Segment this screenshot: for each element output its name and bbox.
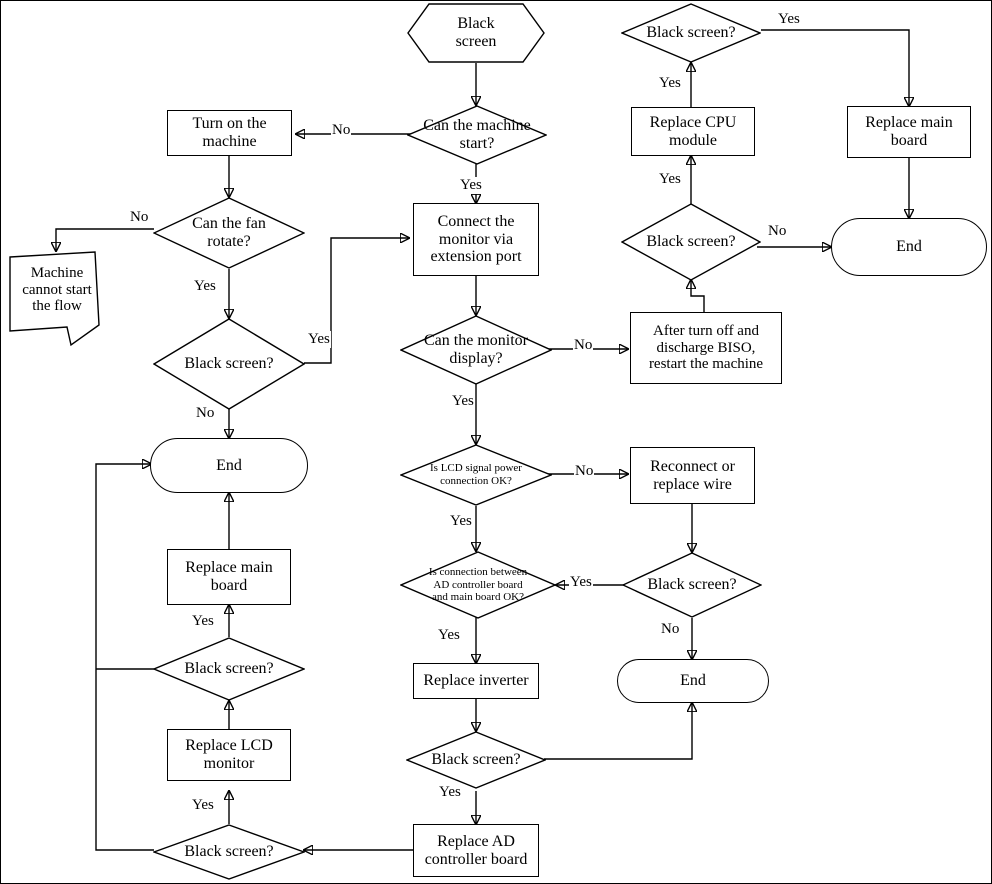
node-black-screen-lower-left-label: Black screen? bbox=[184, 660, 274, 678]
node-can-machine-start bbox=[407, 105, 547, 165]
node-connect-monitor bbox=[413, 203, 539, 276]
node-after-turn-off bbox=[630, 312, 782, 384]
node-end-mid-right bbox=[617, 659, 769, 703]
node-black-screen-left-1 bbox=[153, 318, 305, 410]
edge-label-fan-no: No bbox=[130, 209, 149, 225]
edge-label-monitor-no: No bbox=[574, 337, 593, 353]
node-replace-main-board-top-right bbox=[847, 106, 971, 158]
node-connect-monitor-label: Connect the monitor via extension port bbox=[430, 212, 522, 266]
node-black-screen-inverter bbox=[406, 731, 546, 789]
node-end-right-label: End bbox=[896, 238, 922, 256]
edge-label-bs-top-right-no: No bbox=[768, 223, 787, 239]
node-black-screen-lower-left bbox=[153, 637, 305, 701]
node-can-monitor-display bbox=[400, 315, 552, 385]
edge-label-monitor-yes: Yes bbox=[452, 393, 474, 409]
node-end-mid-right-label: End bbox=[680, 672, 706, 690]
node-black-screen-mid-right bbox=[622, 552, 762, 618]
node-black-screen-left-1-label: Black screen? bbox=[184, 355, 274, 373]
edge-label-can-start-no: No bbox=[332, 122, 351, 138]
edge-label-ad-connection-yes: Yes bbox=[438, 627, 460, 643]
node-can-fan-rotate-label: Can the fan rotate? bbox=[192, 215, 266, 250]
node-black-screen-mid-right-label: Black screen? bbox=[647, 576, 737, 594]
node-replace-cpu-module-label: Replace CPU module bbox=[649, 113, 737, 149]
node-lcd-signal-power bbox=[400, 444, 552, 506]
node-black-screen-bottom-left-label: Black screen? bbox=[184, 843, 274, 861]
edge-label-bs-left1-no: No bbox=[196, 405, 215, 421]
edge-label-bs-lower-left-yes: Yes bbox=[192, 613, 214, 629]
node-black-screen-top-far bbox=[621, 3, 761, 63]
node-reconnect-replace-wire-label: Reconnect or replace wire bbox=[650, 457, 735, 493]
node-reconnect-replace-wire bbox=[630, 447, 755, 504]
node-black-screen-top-right-label: Black screen? bbox=[646, 233, 736, 251]
node-can-machine-start-label: Can the machine start? bbox=[423, 117, 531, 152]
node-end-left bbox=[150, 438, 308, 493]
node-replace-lcd-monitor bbox=[167, 729, 291, 781]
node-replace-ad-controller-board-label: Replace AD controller board bbox=[424, 832, 528, 868]
node-can-monitor-display-label: Can the monitor display? bbox=[424, 332, 528, 367]
edge-label-can-start-yes: Yes bbox=[460, 177, 482, 193]
node-turn-on-machine-label: Turn on the machine bbox=[192, 115, 267, 150]
node-replace-ad-controller-board bbox=[413, 824, 539, 877]
node-end-left-label: End bbox=[216, 456, 242, 474]
edge-label-bs-top-far-yes-2: Yes bbox=[778, 11, 800, 27]
node-black-screen-top-right bbox=[621, 203, 761, 281]
node-machine-cannot-start bbox=[9, 251, 105, 347]
node-ad-controller-connection bbox=[400, 551, 556, 619]
edge-label-bs-left1-yes: Yes bbox=[308, 331, 330, 347]
edge-label-fan-yes: Yes bbox=[194, 278, 216, 294]
node-end-right bbox=[831, 218, 987, 276]
node-start bbox=[407, 3, 545, 63]
node-start-label: Black screen bbox=[455, 15, 497, 50]
node-black-screen-top-far-label: Black screen? bbox=[646, 24, 736, 42]
edge-label-lcd-signal-no: No bbox=[575, 463, 594, 479]
node-replace-lcd-monitor-label: Replace LCD monitor bbox=[185, 737, 273, 772]
node-replace-main-board-bottom-left-label: Replace main board bbox=[185, 559, 273, 594]
node-machine-cannot-start-label: Machine cannot start the flow bbox=[22, 264, 92, 315]
node-replace-main-board-top-right-label: Replace main board bbox=[865, 114, 953, 149]
edge-label-bs-top-far-yes: Yes bbox=[659, 75, 681, 91]
node-replace-cpu-module bbox=[631, 107, 755, 156]
edge-label-bs-mid-right-no: No bbox=[661, 621, 680, 637]
edge-label-bs-bottom-left-yes: Yes bbox=[192, 797, 214, 813]
node-replace-inverter bbox=[413, 663, 539, 699]
edge-label-bs-inverter-yes: Yes bbox=[439, 784, 461, 800]
node-after-turn-off-label: After turn off and discharge BISO, restart the machine bbox=[648, 322, 764, 373]
node-replace-main-board-bottom-left bbox=[167, 549, 291, 605]
edge-label-bs-top-right-yes: Yes bbox=[659, 171, 681, 187]
node-lcd-signal-power-label: Is LCD signal power connection OK? bbox=[430, 462, 522, 487]
node-black-screen-bottom-left bbox=[153, 824, 305, 880]
node-ad-controller-connection-label: Is connection between AD controller board and main board OK? bbox=[428, 566, 528, 604]
node-black-screen-inverter-label: Black screen? bbox=[431, 751, 521, 769]
edge-label-bs-mid-right-yes: Yes bbox=[570, 574, 592, 590]
node-replace-inverter-label: Replace inverter bbox=[423, 672, 529, 690]
node-turn-on-machine bbox=[167, 110, 292, 156]
node-can-fan-rotate bbox=[153, 197, 305, 269]
edge-label-lcd-signal-yes: Yes bbox=[450, 513, 472, 529]
